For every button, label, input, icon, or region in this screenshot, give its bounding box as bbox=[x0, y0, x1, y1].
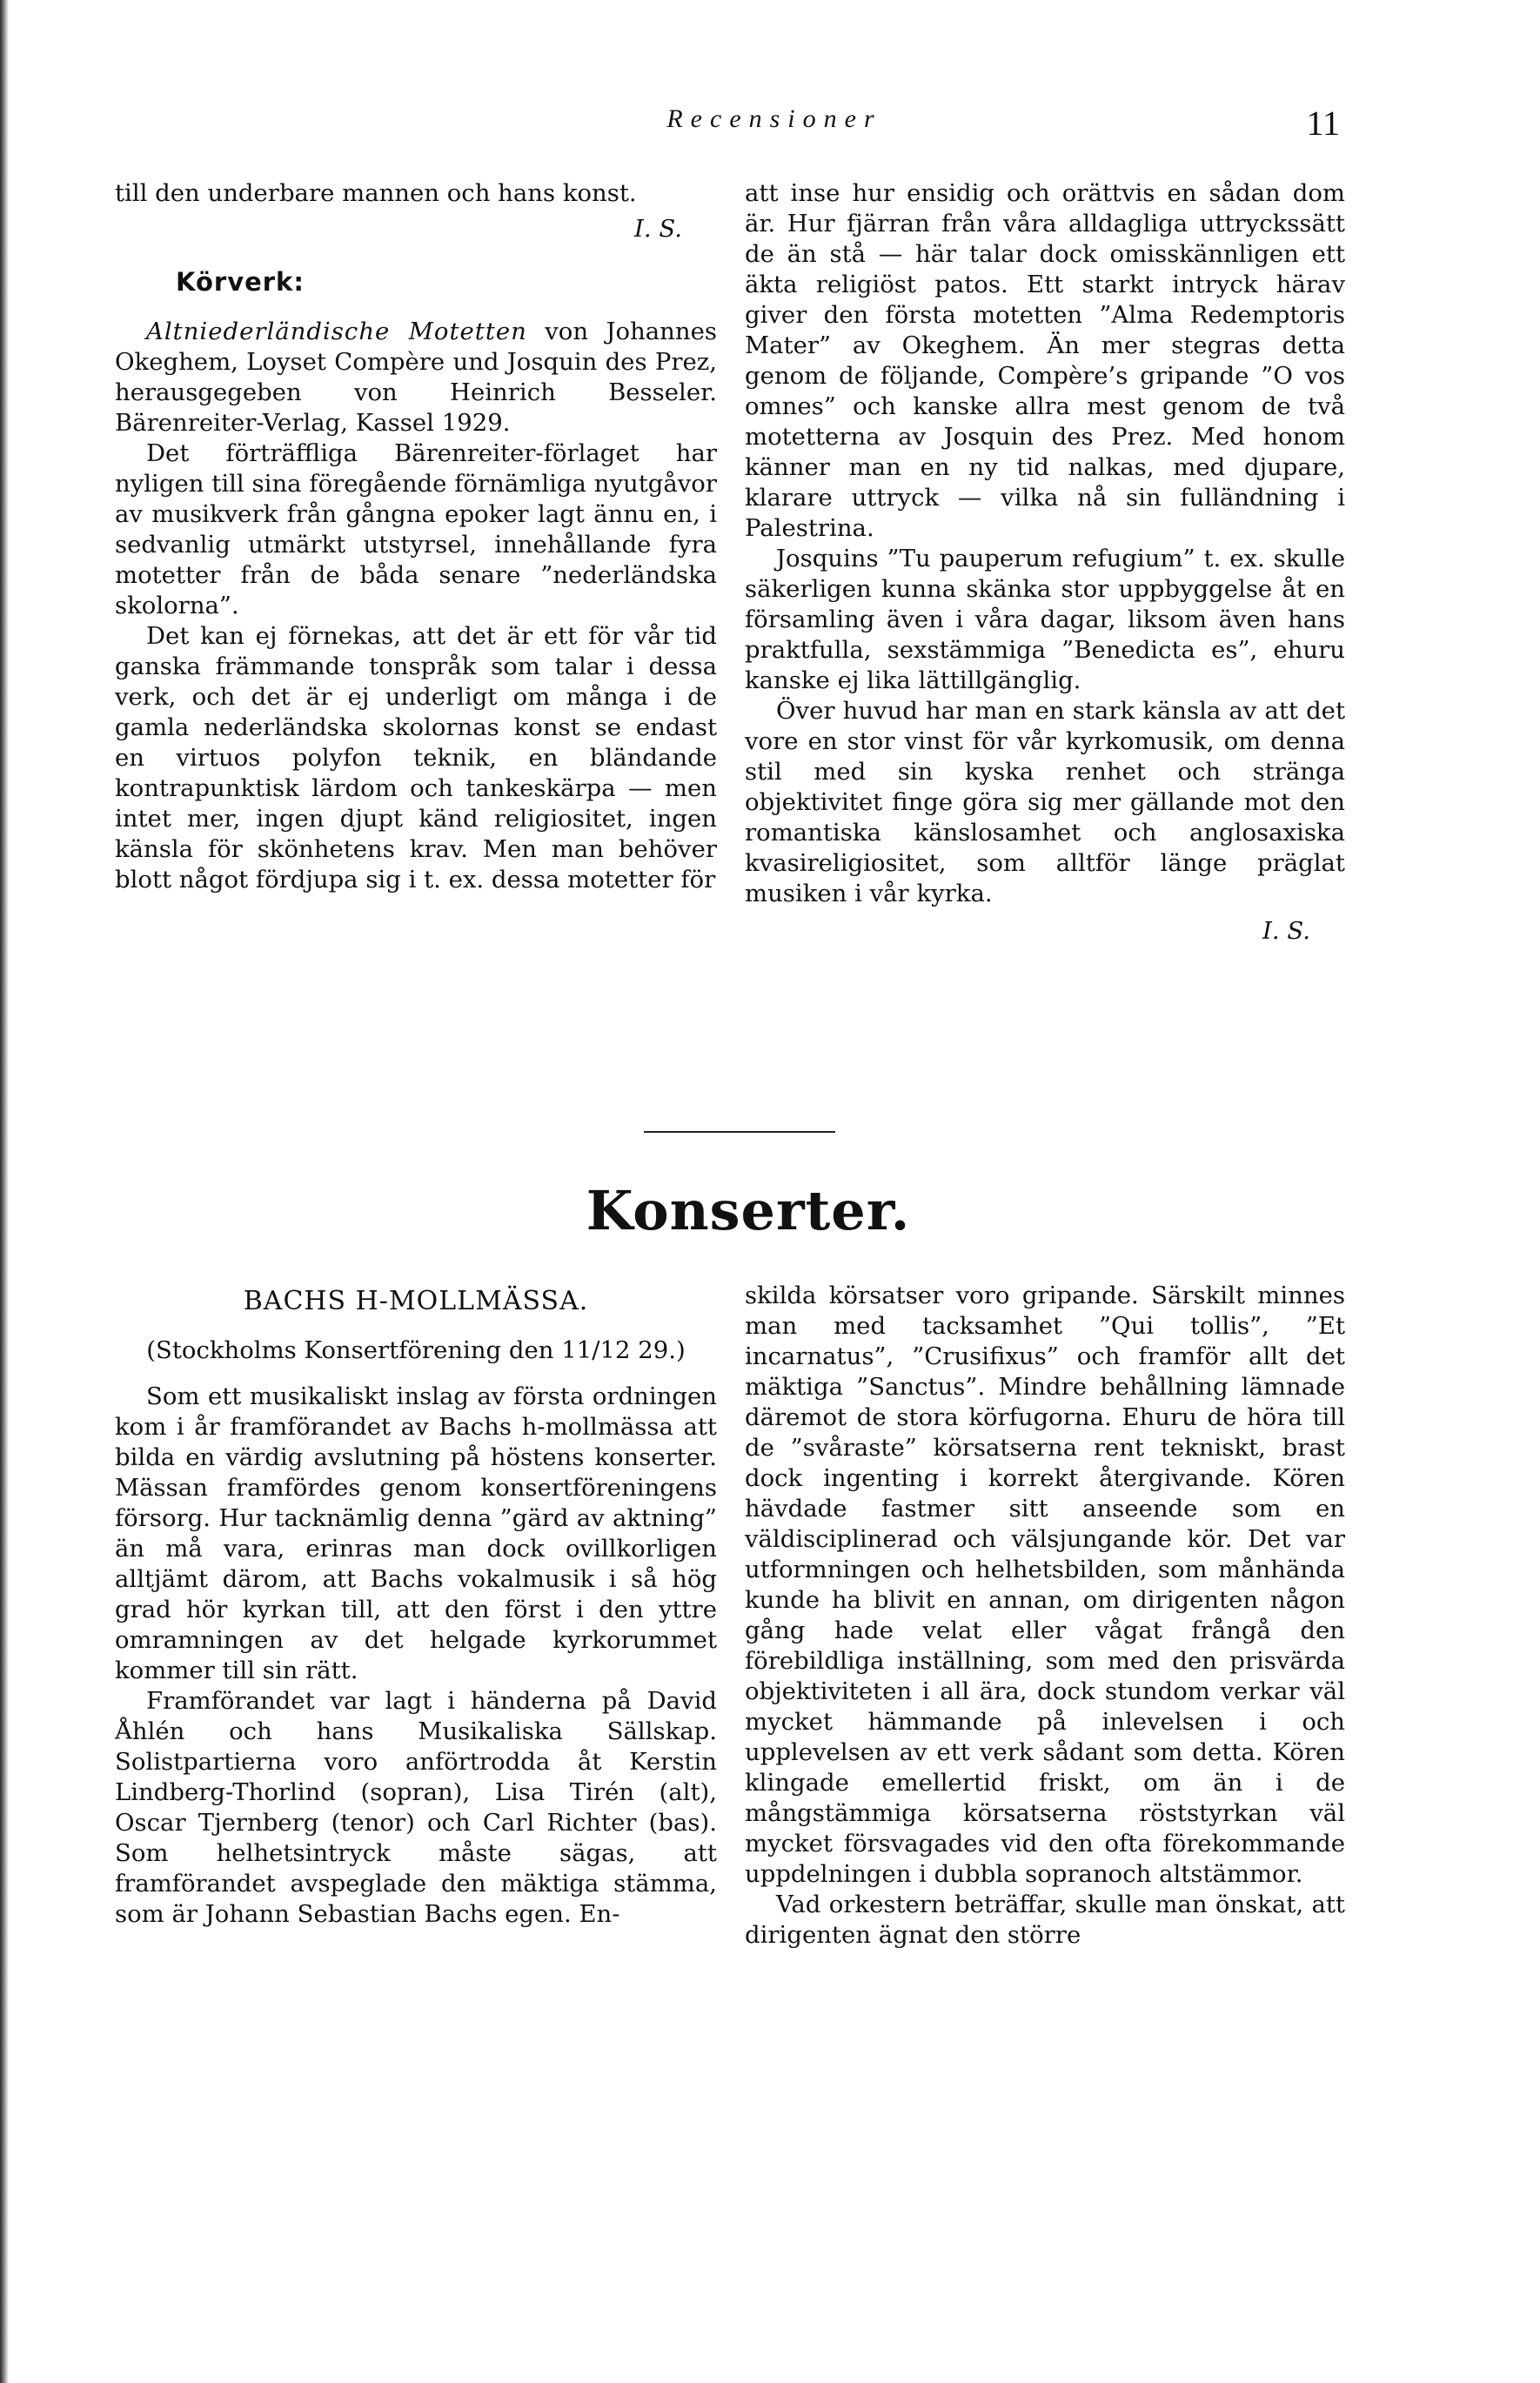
review-paragraph: Det kan ej förnekas, att det är ett för vår tid ganska främmande tonspråk som talar i dessa verk, och det är ej underligt om många i de gamla nederländska skolornas konst se endast en virtuos polyfon teknik, en bländande kontrapunktisk lärdom och tankeskärpa — men intet mer, ingen djupt känd religiositet, ingen känsla för skönhetens krav. Men man behöver blott något fördjupa sig i t. ex. dessa motetter för bbox=[115, 622, 717, 894]
concert-title: BACHS H-MOLLMÄSSA. bbox=[243, 1286, 589, 1316]
opening-text: till den underbare mannen och hans konst. bbox=[115, 179, 637, 207]
review-details: von Johannes Okeghem, Loyset Compère und Josquin des Prez, herausgegeben von Heinrich Besseler. Bärenreiter-Verlag, Kassel 1929. bbox=[115, 318, 717, 437]
bottom-right-column bbox=[745, 1281, 1345, 1951]
concert-paragraph: Framförandet var lagt i händerna på David Åhlén och hans Musikaliska Sällskap. Solistpartierna voro anförtrodda åt Kerstin Lindberg-Thorlind (sopran), Lisa Tirén (alt), Oscar Tjernberg (tenor) och Carl Richter (bas). Som helhetsintryck måste sägas, att framförandet avspeglade den mäktiga stämma, som är Johann Sebastian Bachs egen. En- bbox=[115, 1687, 717, 1928]
review-title: Altniederländische Motetten bbox=[146, 318, 527, 345]
bottom-left-column bbox=[115, 1281, 717, 1930]
concert-paragraph: Vad orkestern beträffar, skulle man önskat, att dirigenten ägnat den större bbox=[745, 1891, 1345, 1949]
section-divider bbox=[644, 1131, 835, 1133]
review-paragraph: Över huvud har man en stark känsla av att det vore en stor vinst för vår kyrkomusik, om denna stil med sin kyska renhet och stränga objektivitet finge göra sig mer gällande mot den romantiska känslosamhet och anglosaxiska kvasireligiositet, som alltför länge präglat musiken i vår kyrka. bbox=[745, 697, 1345, 907]
review-paragraph: att inse hur ensidig och orättvis en sådan dom är. Hur fjärran från våra alldagliga uttryckssätt de än stå — här talar dock omisskännligen ett äkta religiöst patos. Ett starkt intryck härav giver den första motetten ”Alma Redemptoris Mater” av Okeghem. Än mer stegras detta genom de följande, Compère’s gripande ”O vos omnes” och kanske allra mest genom de två motetterna av Josquin des Prez. Med honom känner man en ny tid nalkas, med djupare, klarare uttryck — vilka nå sin fulländning i Palestrina. bbox=[745, 179, 1345, 542]
concert-paragraph: Som ett musikaliskt inslag av första ordningen kom i år framförandet av Bachs h-mollmässa att bilda en värdig avslutning på höstens konserter. Mässan framfördes genom konsertföreningens försorg. Hur tacknämlig denna ”gärd av aktning” än må vara, erinras man dock ovillkorligen alltjämt därom, att Bachs vokalmusik i så hög grad hör kyrkan till, att den först i den yttre omramningen av det helgade kyrkorummet kommer till sin rätt. bbox=[115, 1382, 717, 1684]
concert-paragraph: skilda körsatser voro gripande. Särskilt minnes man med tacksamhet ”Qui tollis”, ”Et incarnatus”, ”Crusifixus” och framför allt det mäktiga ”Sanctus”. Mindre behållning lämnade däremot de stora körfugorna. Ehuru de höra till de ”svåraste” körsatserna rent tekniskt, brast dock ingenting i korrekt återgivande. Kören hävdade fastmer sitt anseende som en väldisciplinerad och välsjungande kör. Det var utformningen och helhetsbilden, som månhända kunde ha blivit en annan, om dirigenten någon gång hade velat eller vågat frångå den förebildliga inställning, som med den prisvärda objektiviteten i all ära, dock stundom verkar väl mycket hämmande på inlevelsen i och upplevelsen av ett verk sådant som detta. Kören klingade emellertid friskt, om än i de mångstämmiga körsatserna röststyrkan väl mycket försvagades vid den ofta förekommande uppdelningen i dubbla sopranoch altstämmor. bbox=[745, 1282, 1345, 1888]
top-left-column bbox=[115, 178, 717, 895]
konserter-heading: Konserter. bbox=[586, 1179, 911, 1242]
review-citation bbox=[115, 317, 717, 438]
page-number: 11 bbox=[1306, 104, 1340, 143]
review-paragraph: Josquins ”Tu pauperum refugium” t. ex. skulle säkerligen kunna skänka stor uppbyggelse åt en församling även i våra dagar, liksom även hans praktfulla, sexstämmiga ”Benedicta es”, ehuru kanske ej lika lättillgänglig. bbox=[745, 545, 1345, 694]
review-signature: I. S. bbox=[634, 215, 682, 243]
top-right-column bbox=[745, 178, 1345, 947]
binding-edge bbox=[0, 0, 9, 2383]
running-title: Recensioner bbox=[666, 104, 882, 133]
section-heading: Körverk: bbox=[176, 267, 305, 297]
review-paragraph: Det förträffliga Bärenreiter-förlaget har nyligen till sina föregående förnämliga nyutgåvor av musikverk från gångna epoker lagt ännu en, i sedvanlig utmärkt utstyrsel, innehållande fyra motetter från de båda senare ”nederländska skolorna”. bbox=[115, 439, 717, 619]
review-signature: I. S. bbox=[1262, 917, 1310, 945]
concert-subtitle: (Stockholms Konsertförening den 11/12 29.) bbox=[146, 1336, 686, 1364]
